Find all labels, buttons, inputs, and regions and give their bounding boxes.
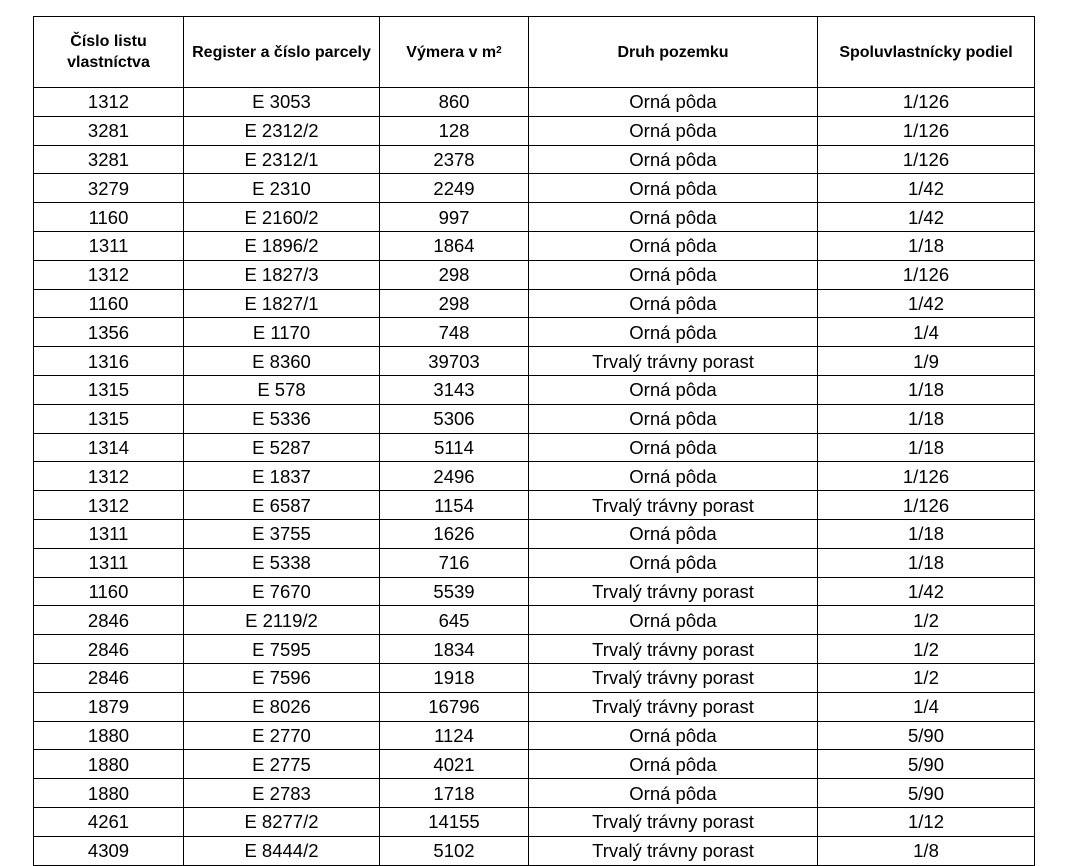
table-row	[34, 548, 1035, 577]
cell-land-type: Orná pôda	[529, 145, 818, 174]
cell-share: 1/18	[818, 519, 1035, 548]
cell-land-type: Trvalý trávny porast	[529, 491, 818, 520]
cell-owner-sheet: 4309	[34, 836, 184, 865]
header-land-type: Druh pozemku	[529, 17, 818, 88]
cell-area: 1864	[380, 231, 529, 260]
cell-owner-sheet: 1314	[34, 433, 184, 462]
cell-parcel: E 1827/3	[184, 260, 380, 289]
table-row	[34, 721, 1035, 750]
cell-land-type: Orná pôda	[529, 231, 818, 260]
cell-parcel: E 3755	[184, 519, 380, 548]
cell-share: 1/8	[818, 836, 1035, 865]
table-row	[34, 116, 1035, 145]
cell-land-type: Orná pôda	[529, 606, 818, 635]
table-row	[34, 203, 1035, 232]
header-share: Spoluvlastnícky podiel	[818, 17, 1035, 88]
cell-area: 2496	[380, 462, 529, 491]
cell-parcel: E 7595	[184, 635, 380, 664]
cell-area: 2378	[380, 145, 529, 174]
cell-parcel: E 2312/2	[184, 116, 380, 145]
cell-parcel: E 8026	[184, 692, 380, 721]
cell-area: 5306	[380, 404, 529, 433]
cell-share: 1/18	[818, 433, 1035, 462]
table-row	[34, 375, 1035, 404]
table-row	[34, 519, 1035, 548]
cell-share: 1/4	[818, 318, 1035, 347]
cell-area: 298	[380, 260, 529, 289]
cell-parcel: E 2310	[184, 174, 380, 203]
header-area	[380, 17, 529, 88]
cell-share: 1/2	[818, 635, 1035, 664]
cell-parcel: E 2783	[184, 779, 380, 808]
cell-share: 1/18	[818, 375, 1035, 404]
cell-owner-sheet: 1312	[34, 462, 184, 491]
cell-area: 860	[380, 88, 529, 117]
table-row	[34, 750, 1035, 779]
cell-parcel: E 8444/2	[184, 836, 380, 865]
cell-parcel: E 7670	[184, 577, 380, 606]
cell-owner-sheet: 1356	[34, 318, 184, 347]
cell-area: 1718	[380, 779, 529, 808]
cell-area: 5102	[380, 836, 529, 865]
cell-owner-sheet: 4261	[34, 807, 184, 836]
land-parcels-table	[33, 16, 1035, 866]
cell-owner-sheet: 1160	[34, 577, 184, 606]
cell-share: 1/126	[818, 145, 1035, 174]
cell-owner-sheet: 1312	[34, 491, 184, 520]
cell-share: 5/90	[818, 721, 1035, 750]
cell-area: 3143	[380, 375, 529, 404]
cell-owner-sheet: 1879	[34, 692, 184, 721]
cell-owner-sheet: 1160	[34, 289, 184, 318]
cell-area: 5539	[380, 577, 529, 606]
table-row	[34, 462, 1035, 491]
table-row	[34, 433, 1035, 462]
cell-area: 14155	[380, 807, 529, 836]
cell-area: 128	[380, 116, 529, 145]
cell-land-type: Trvalý trávny porast	[529, 635, 818, 664]
cell-land-type: Orná pôda	[529, 721, 818, 750]
cell-land-type: Trvalý trávny porast	[529, 663, 818, 692]
cell-land-type: Orná pôda	[529, 88, 818, 117]
cell-parcel: E 5336	[184, 404, 380, 433]
cell-area: 4021	[380, 750, 529, 779]
table-row	[34, 692, 1035, 721]
cell-area: 645	[380, 606, 529, 635]
cell-land-type: Orná pôda	[529, 404, 818, 433]
cell-area: 748	[380, 318, 529, 347]
cell-owner-sheet: 1311	[34, 519, 184, 548]
cell-area: 997	[380, 203, 529, 232]
cell-owner-sheet: 1312	[34, 260, 184, 289]
cell-area: 16796	[380, 692, 529, 721]
table-row	[34, 663, 1035, 692]
cell-land-type: Orná pôda	[529, 519, 818, 548]
cell-owner-sheet: 2846	[34, 606, 184, 635]
table-row	[34, 404, 1035, 433]
cell-land-type: Orná pôda	[529, 433, 818, 462]
cell-land-type: Orná pôda	[529, 203, 818, 232]
cell-owner-sheet: 1315	[34, 375, 184, 404]
table-row	[34, 145, 1035, 174]
table-row	[34, 807, 1035, 836]
cell-land-type: Orná pôda	[529, 318, 818, 347]
cell-parcel: E 2770	[184, 721, 380, 750]
cell-land-type: Trvalý trávny porast	[529, 807, 818, 836]
header-parcel: Register a číslo parcely	[184, 17, 380, 88]
header-area-exponent: 2	[496, 44, 502, 56]
cell-share: 1/42	[818, 289, 1035, 318]
cell-owner-sheet: 1311	[34, 548, 184, 577]
cell-parcel: E 2160/2	[184, 203, 380, 232]
table-header	[34, 17, 1035, 88]
header-owner-sheet: Číslo listu vlastníctva	[34, 17, 184, 88]
cell-share: 1/2	[818, 606, 1035, 635]
cell-land-type: Trvalý trávny porast	[529, 836, 818, 865]
cell-parcel: E 578	[184, 375, 380, 404]
cell-share: 1/12	[818, 807, 1035, 836]
cell-parcel: E 3053	[184, 88, 380, 117]
cell-owner-sheet: 1315	[34, 404, 184, 433]
table-row	[34, 779, 1035, 808]
table-row	[34, 174, 1035, 203]
cell-owner-sheet: 3279	[34, 174, 184, 203]
cell-owner-sheet: 1880	[34, 721, 184, 750]
cell-land-type: Orná pôda	[529, 750, 818, 779]
table-row	[34, 88, 1035, 117]
cell-area: 1626	[380, 519, 529, 548]
table-row	[34, 836, 1035, 865]
cell-owner-sheet: 1160	[34, 203, 184, 232]
cell-parcel: E 2119/2	[184, 606, 380, 635]
cell-share: 1/42	[818, 203, 1035, 232]
cell-area: 5114	[380, 433, 529, 462]
cell-share: 1/18	[818, 404, 1035, 433]
cell-land-type: Trvalý trávny porast	[529, 577, 818, 606]
cell-share: 1/126	[818, 116, 1035, 145]
table-row	[34, 318, 1035, 347]
cell-land-type: Orná pôda	[529, 548, 818, 577]
cell-land-type: Orná pôda	[529, 174, 818, 203]
cell-share: 1/42	[818, 174, 1035, 203]
cell-share: 1/2	[818, 663, 1035, 692]
cell-parcel: E 1896/2	[184, 231, 380, 260]
cell-land-type: Trvalý trávny porast	[529, 347, 818, 376]
cell-parcel: E 8360	[184, 347, 380, 376]
cell-land-type: Trvalý trávny porast	[529, 692, 818, 721]
cell-owner-sheet: 3281	[34, 116, 184, 145]
cell-owner-sheet: 3281	[34, 145, 184, 174]
table-row	[34, 289, 1035, 318]
table-row	[34, 635, 1035, 664]
cell-owner-sheet: 1316	[34, 347, 184, 376]
cell-share: 1/126	[818, 88, 1035, 117]
cell-parcel: E 6587	[184, 491, 380, 520]
cell-area: 1154	[380, 491, 529, 520]
cell-area: 2249	[380, 174, 529, 203]
cell-land-type: Orná pôda	[529, 260, 818, 289]
table-row	[34, 491, 1035, 520]
cell-share: 1/42	[818, 577, 1035, 606]
cell-owner-sheet: 1880	[34, 779, 184, 808]
cell-share: 1/9	[818, 347, 1035, 376]
cell-parcel: E 8277/2	[184, 807, 380, 836]
cell-share: 5/90	[818, 750, 1035, 779]
cell-share: 5/90	[818, 779, 1035, 808]
cell-land-type: Orná pôda	[529, 462, 818, 491]
cell-owner-sheet: 1311	[34, 231, 184, 260]
table-body	[34, 88, 1035, 866]
cell-land-type: Orná pôda	[529, 116, 818, 145]
cell-share: 1/18	[818, 231, 1035, 260]
cell-land-type: Orná pôda	[529, 779, 818, 808]
table-row	[34, 260, 1035, 289]
header-area-label: Výmera v m	[406, 43, 497, 61]
cell-land-type: Orná pôda	[529, 375, 818, 404]
cell-area: 1918	[380, 663, 529, 692]
cell-share: 1/126	[818, 462, 1035, 491]
cell-area: 716	[380, 548, 529, 577]
cell-parcel: E 1837	[184, 462, 380, 491]
table-row	[34, 231, 1035, 260]
cell-share: 1/4	[818, 692, 1035, 721]
cell-parcel: E 1170	[184, 318, 380, 347]
cell-area: 1834	[380, 635, 529, 664]
table-row	[34, 577, 1035, 606]
cell-parcel: E 5338	[184, 548, 380, 577]
cell-share: 1/18	[818, 548, 1035, 577]
table-row	[34, 347, 1035, 376]
cell-owner-sheet: 1880	[34, 750, 184, 779]
cell-owner-sheet: 2846	[34, 635, 184, 664]
cell-parcel: E 5287	[184, 433, 380, 462]
cell-share: 1/126	[818, 491, 1035, 520]
cell-owner-sheet: 1312	[34, 88, 184, 117]
cell-parcel: E 2312/1	[184, 145, 380, 174]
cell-land-type: Orná pôda	[529, 289, 818, 318]
cell-area: 298	[380, 289, 529, 318]
cell-area: 39703	[380, 347, 529, 376]
cell-share: 1/126	[818, 260, 1035, 289]
cell-parcel: E 2775	[184, 750, 380, 779]
cell-owner-sheet: 2846	[34, 663, 184, 692]
cell-parcel: E 1827/1	[184, 289, 380, 318]
cell-area: 1124	[380, 721, 529, 750]
header-row	[34, 17, 1035, 88]
table-row	[34, 606, 1035, 635]
cell-parcel: E 7596	[184, 663, 380, 692]
